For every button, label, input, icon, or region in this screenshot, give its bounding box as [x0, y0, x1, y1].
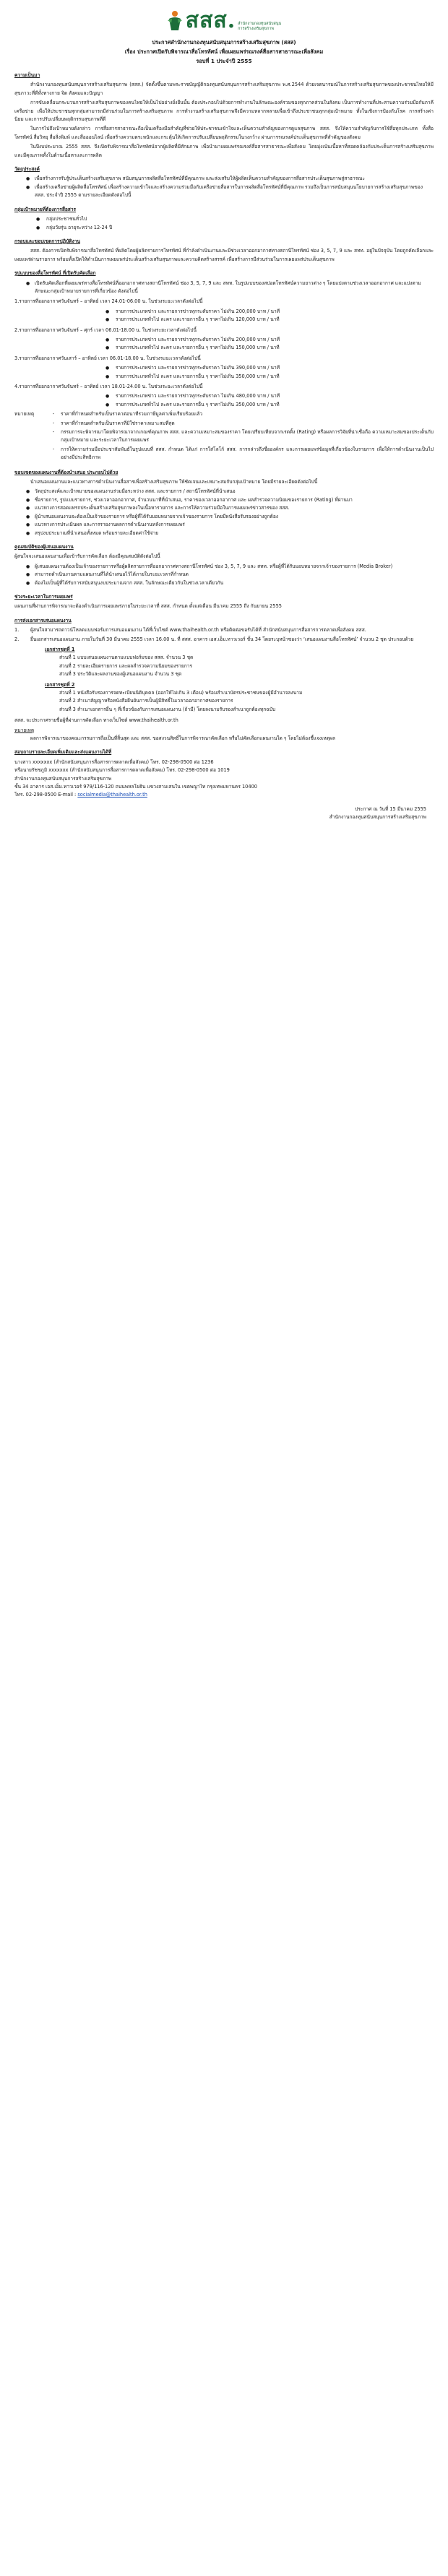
section-target: [14, 206, 434, 232]
list-item: ● เปิดรับคัดเลือกที่เผยแพร่ทางสื่อโทรทัศน์ที่ออกอากาศทางสถานีโทรทัศน์ ช่อง 3, 5, 7, 9 และ สทท. ในรูปแบบของสปอตโทรทัศน์ความยาวต่าง ๆ โดยแบ่งตามช่วงเวลาออกอากาศ และแบ่งตามลักษณะกลุ่มเป้าหมายรายการที่เกี่ยวข้อง ดังต่อไปนี้: [14, 280, 434, 296]
qualification-intro: ผู้สนใจจะเสนอแผนงานเพื่อเข้ารับการคัดเลือก ต้องมีคุณสมบัติดังต่อไปนี้: [14, 553, 160, 560]
section-objectives: [14, 165, 434, 200]
method-paragraph: สสส. ต้องการเปิดรับพิจารณาสื่อโทรทัศน์ ที่ผลิตโดยผู้ผลิตรายการโทรทัศน์ ที่กำลังดำเนินงานและมีช่วงเวลาออกอากาศทางสถานีโทรทัศน์ ช่อง 3, 5, 7, 9 และ สทท. อยู่ในปัจจุบัน โดยถูกคัดเลือกและเผยแพร่ผ่านรายการ พร้อมทั้งเปิดให้ดำเนินการเผยแพร่ประเด็นสร้างเสริมสุขภาพและความคิดสร้างสรรค์ เพื่อสร้างการมีส่วนร่วมในการเผยแพร่ประเด็นสุขภาพ: [14, 248, 434, 262]
signature-org: สำนักงานกองทุนสนับสนุนการสร้างเสริมสุขภาพ: [329, 814, 426, 821]
list-item: ● รายการประเภทข่าว และรายการข่าวทุกระดับราคา ไม่เกิน 390,000 บาท / นาที: [14, 364, 434, 372]
title-line-2: เรื่อง ประกาศเปิดรับพิจารณาสื่อโทรทัศน์ เพื่อเผยแพร่รณรงค์สื่อสารสาธารณะเพื่อสังคม: [124, 48, 324, 55]
format-group-3-list: [14, 364, 434, 381]
section-period: [14, 593, 434, 611]
logo-area: [14, 10, 434, 32]
list-item: - ราคาที่กำหนดสำหรับเป็นราคาต่อนาทีรวมภาษีมูลค่าเพิ่มเรียบร้อยแล้ว: [46, 410, 434, 418]
list-item: ● สามารถดำเนินงานตามแผนงานที่ได้นำเสนอไว้ได้ภายในระยะเวลาที่กำหนด: [14, 571, 434, 579]
dash-icon: -: [52, 411, 55, 418]
dash-icon: -: [52, 420, 55, 426]
dash-icon: -: [52, 429, 55, 436]
notes-block: [14, 410, 434, 462]
list-item: ● สรุปงบประมาณที่นำเสนอทั้งหมด พร้อมรายละเอียดค่าใช้จ่าย: [14, 530, 434, 537]
logo-subtitle: สำนักงานกองทุนสนับสนุน การสร้างเสริมสุขภาพ: [238, 22, 282, 31]
section-contact: [14, 748, 434, 799]
contact-line-5: โทร. 02-298-0500 E-mail : socialmedia@thaihealth.or.th: [14, 792, 147, 798]
format-group-2-title: 2.รายการที่ออกอากาศวันจันทร์ – ศุกร์ เวลา 06.01-18.00 น. ในช่วงระยะเวลาดังต่อไปนี้: [14, 327, 197, 333]
dash-icon: -: [52, 446, 55, 452]
scope-list: [14, 488, 434, 537]
doc-set-1-line: ส่วนที่ 2 รายละเอียดรายการ และผลสำรวจความนิยมของรายการ: [59, 662, 192, 669]
format-group-2-list: [14, 336, 434, 353]
notes-list: [46, 410, 434, 462]
list-item: - ราคาที่กำหนดสำหรับเป็นราคาที่มิใช่ราคาเหมาะสมที่สุด: [46, 420, 434, 428]
target-heading: กลุ่มเป้าหมายที่ต้องการสื่อสาร: [14, 206, 77, 212]
title-line-3: รอบที่ 1 ประจำปี 2555: [196, 58, 252, 64]
announce-text: สสส. จะประกาศรายชื่อผู้ที่ผ่านการคัดเลือก ทางเว็บไซต์ www.thaihealth.or.th: [14, 717, 178, 724]
section-background: [14, 72, 434, 160]
format-group-4-list: [14, 392, 434, 409]
list-item: ● รายการประเภทข่าว และรายการข่าวทุกระดับราคา ไม่เกิน 480,000 บาท / นาที: [14, 392, 434, 400]
list-item: ● รายการประเภททั่วไป ละคร และรายการอื่น ๆ ราคาไม่เกิน 150,000 บาท / นาที: [14, 344, 434, 352]
list-item: ● ชื่อรายการ, รูปแบบรายการ, ช่วงเวลาออกอากาศ, จำนวนนาทีที่นำเสนอ, ราคาของเวลาออกอากาศ และ ผลสำรวจความนิยมของรายการ (Rating) ที่ผ่านมา: [14, 496, 434, 504]
list-item: - การให้ความร่วมมือประชาสัมพันธ์ในรูปแบบที่ สสส. กำหนด ได้แก่ การใส่โลโก้ สสส. การกล่าวถึงชื่อองค์กร และการเผยแพร่ข้อมูลที่เกี่ยวข้องในรายการ เพื่อให้การดำเนินงานเป็นไปอย่างมีประสิทธิภาพ: [46, 446, 434, 462]
list-item: ● แนวทางการสอดแทรกประเด็นสร้างเสริมสุขภาพลงในเนื้อหารายการ และการให้ความร่วมมือในการเผยแพร่ข่าวสารของ สสส.: [14, 504, 434, 512]
formats-intro-list: [14, 280, 434, 296]
doc-set-1-line: ส่วนที่ 1 แบบเสนอแผนงานตามแบบฟอร์มของ สสส. จำนวน 3 ชุด: [59, 654, 194, 661]
signature-date: ประกาศ ณ วันที่ 15 มีนาคม 2555: [355, 805, 426, 812]
list-item: ● แนวทางการประเมินผล และการรายงานผลการดำเนินงานหลังการเผยแพร่: [14, 521, 434, 529]
list-item: ● รายการประเภททั่วไป ละคร และรายการอื่น ๆ ราคาไม่เกิน 350,000 บาท / นาที: [14, 401, 434, 409]
period-heading: ช่วงระยะเวลาในการเผยแพร่: [14, 593, 73, 600]
scope-intro: นำเสนอแผนงานและแนวทางการดำเนินงานสื่อสารเพื่อสร้างเสริมสุขภาพ ให้ชัดเจนและเหมาะสมกับกลุ่มเป้าหมาย โดยมีรายละเอียดดังต่อไปนี้: [30, 479, 318, 485]
list-item: ● รายการประเภททั่วไป ละคร และรายการอื่น ๆ ราคาไม่เกิน 120,000 บาท / นาที: [14, 316, 434, 324]
background-paragraph-1: สำนักงานกองทุนสนับสนุนการสร้างเสริมสุขภาพ (สสส.) จัดตั้งขึ้นตามพระราชบัญญัติกองทุนสนับสนุนการสร้างเสริมสุขภาพ พ.ศ.2544 ด้วยเจตนารมณ์ในการสร้างเสริมสุขภาพของประชาชนไทยให้มีสุขภาวะที่ดีทั้งทางกาย จิต สังคมและปัญญา: [14, 82, 434, 96]
background-paragraph-4: ในปีงบประมาณ 2555 สสส. จึงเปิดรับพิจารณาสื่อโทรทัศน์จากผู้ผลิตที่มีศักยภาพ เพื่อนำมาเผยแพร่รณรงค์สื่อสารสาธารณะเพื่อสังคม โดยมุ่งเน้นเนื้อหาที่สอดคล้องกับประเด็นการสร้างเสริมสุขภาพ และมีคุณภาพทั้งในด้านเนื้อหาและการผลิต: [14, 144, 434, 158]
list-item: ● กลุ่มวัยรุ่น อายุระหว่าง 12-24 ปี: [14, 224, 434, 232]
list-item: ● รายการประเภททั่วไป ละคร และรายการอื่น ๆ ราคาไม่เกิน 350,000 บาท / นาที: [14, 373, 434, 381]
scope-heading: ขอบเขตของแผนงานที่ต้องนำเสนอ ประกอบไปด้วย: [14, 469, 119, 475]
formats-heading: รูปแบบของสื่อโทรทัศน์ ที่เปิดรับคัดเลือก: [14, 270, 96, 277]
list-item: ● กลุ่มประชาชนทั่วไป: [14, 215, 434, 223]
contact-line-3: สำนักงานกองทุนสนับสนุนการสร้างเสริมสุขภาพ: [14, 775, 112, 782]
objectives-heading: วัตถุประสงค์: [14, 166, 40, 173]
list-item: ● รายการประเภทข่าว และรายการข่าวทุกระดับราคา ไม่เกิน 200,000 บาท / นาที: [14, 308, 434, 316]
doc-set-1-line: ส่วนที่ 3 ประวัติและผลงานของผู้เสนอแผนงาน จำนวน 3 ชุด: [59, 671, 182, 678]
doc-set-2-line: ส่วนที่ 1 หนังสือรับรองการจดทะเบียนนิติบุคคล (ออกให้ไม่เกิน 3 เดือน) พร้อมสำเนาบัตรประชาชนของผู้มีอำนาจลงนาม: [59, 690, 303, 696]
doc-set-2-title: เอกสารชุดที่ 2: [45, 681, 75, 688]
background-paragraph-2: การขับเคลื่อนกระบวนการสร้างเสริมสุขภาพของคนไทยให้เป็นไปอย่างยั่งยืนนั้น ต้องประกอบไปด้วยการทำงานในลักษณะองค์รวมของทุกภาคส่วนในสังคม เป็นการทำงานที่ประสานความร่วมมือกับภาคีเครือข่าย เพื่อให้ประชาชนทุกกลุ่มสามารถมีส่วนร่วมในการสร้างเสริมสุขภาพ การทำงานสร้างเสริมสุขภาพจึงมีความหลากหลายเพื่อเข้าถึงประชาชนทุกกลุ่มเป้าหมาย ทั้งในเชิงการป้องกันโรค การสร้างค่านิยม และการปรับเปลี่ยนพฤติกรรมสุขภาพที่ดี: [14, 100, 434, 123]
announcement-title: [14, 38, 434, 66]
submission-remark: ผลการพิจารณาของคณะกรรมการถือเป็นที่สิ้นสุด และ สสส. ขอสงวนสิทธิ์ในการพิจารณาคัดเลือก หรือไม่คัดเลือกแผนงานใด ๆ โดยไม่ต้องชี้แจงเหตุผล: [30, 735, 335, 742]
signature-block: [14, 805, 434, 822]
list-item: ● วัตถุประสงค์และเป้าหมายของแผนงานร่วมมือระหว่าง สสส. และรายการ / สถานีโทรทัศน์ที่นำเสนอ: [14, 488, 434, 496]
doc-set-1-title: เอกสารชุดที่ 1: [45, 646, 75, 652]
format-group-1-title: 1.รายการที่ออกอากาศวันจันทร์ – อาทิตย์ เวลา 24.01-06.00 น. ในช่วงระยะเวลาดังต่อไปนี้: [14, 298, 203, 305]
notes-label: หมายเหตุ: [14, 411, 35, 418]
section-method: [14, 238, 434, 264]
list-item: ● ต้องไม่เป็นผู้ที่ได้รับการสนับสนุนงบประมาณจาก สสส. ในลักษณะเดียวกันในช่วงเวลาเดียวกัน: [14, 579, 434, 587]
list-item: ● เพื่อสร้างเครือข่ายผู้ผลิตสื่อโทรทัศน์ เพื่อสร้างความเข้าใจและสร้างความร่วมมือกับเครือข่ายสื่อสารในการผลิตสื่อโทรทัศน์ที่มีคุณภาพ รวมถึงเป็นการสนับสนุนนโยบายการสร้างเสริมสุขภาพของ สสส. ประจำปี 2555 ตามรายละเอียดดังต่อไปนี้: [14, 183, 434, 200]
format-group-4-title: 4.รายการที่ออกอากาศวันจันทร์ – อาทิตย์ เวลา 18.01-24.00 น. ในช่วงระยะเวลาดังต่อไปนี้: [14, 384, 203, 389]
format-group-3-title: 3.รายการที่ออกอากาศวันเสาร์ – อาทิตย์ เวลา 06.01-18.00 น. ในช่วงระยะเวลาดังต่อไปนี้: [14, 355, 201, 361]
list-item: ● ผู้เสนอแผนงานต้องเป็นเจ้าของรายการหรือผู้ผลิตรายการที่ออกอากาศทางสถานีโทรทัศน์ ช่อง 3, 5, 7, 9 และ สทท. หรือผู้ที่ได้รับมอบหมายจากเจ้าของรายการ (Media Broker): [14, 563, 434, 571]
method-heading: กรอบและขอบเขตการปฏิบัติงาน: [14, 238, 80, 244]
contact-heading: สอบถามรายละเอียดเพิ่มเติมและส่งแผนงานได้ที่: [14, 749, 112, 756]
section-scope: [14, 469, 434, 537]
list-item: ● ผู้นำเสนอแผนงานจะต้องเป็นเจ้าของรายการ หรือผู้ที่ได้รับมอบหมายจากเจ้าของรายการ โดยมีหนังสือรับรองอย่างถูกต้อง: [14, 513, 434, 521]
section-submission: [14, 617, 434, 743]
logo-word: สสส.: [185, 8, 236, 33]
objectives-list: [14, 175, 434, 199]
format-group-1-list: [14, 308, 434, 324]
contact-line-2: หรือนายรัชชภูมิ xxxxxxx (สำนักสนับสนุนการสื่อสารการตลาดเพื่อสังคม) โทร. 02-298-0500 ต่อ 1019: [14, 767, 230, 774]
submission-remark-label: หมายเหตุ: [14, 727, 35, 733]
doc-set-2-line: ส่วนที่ 3 สำเนาเอกสารอื่น ๆ ที่เกี่ยวข้องกับการเสนอแผนงาน (ถ้ามี) โดยลงนามรับรองสำเนาถูกต้องทุกฉบับ: [59, 706, 276, 712]
contact-line-1: นางสาว xxxxxxx (สำนักสนับสนุนการสื่อสารการตลาดเพื่อสังคม) โทร. 02-298-0500 ต่อ 1236: [14, 758, 214, 765]
section-qualification: [14, 543, 434, 587]
list-item: ● รายการประเภทข่าว และรายการข่าวทุกระดับราคา ไม่เกิน 200,000 บาท / นาที: [14, 336, 434, 344]
contact-email-link[interactable]: socialmedia@thaihealth.or.th: [77, 792, 147, 798]
thaihealth-logo: [167, 10, 281, 32]
section-formats: [14, 269, 434, 409]
contact-line-4: ชั้น 34 อาคาร เอส.เอ็ม.ทาวเวอร์ 979/116-120 ถนนพหลโยธิน แขวงสามเสนใน เขตพญาไท กรุงเทพมหานคร 10400: [14, 784, 257, 790]
logo-figure-icon: [167, 10, 183, 32]
qualification-list: [14, 563, 434, 587]
background-paragraph-3: ในการไปถึงเป้าหมายดังกล่าว การสื่อสารสาธารณะถือเป็นเครื่องมือสำคัญที่ช่วยให้ประชาชนเข้าใจและเห็นความสำคัญของการดูแลสุขภาพ สสส. จึงให้ความสำคัญกับการใช้สื่อทุกประเภท ทั้งสื่อโทรทัศน์ สื่อวิทยุ สื่อสิ่งพิมพ์ และสื่อออนไลน์ เพื่อสร้างความตระหนักและกระตุ้นให้เกิดการปรับเปลี่ยนพฤติกรรมในวงกว้าง ผ่านการรณรงค์ประเด็นสุขภาพที่สำคัญของสังคม: [14, 126, 434, 140]
list-item: ● เพื่อสร้างการรับรู้ประเด็นสร้างเสริมสุขภาพ สนับสนุนการผลิตสื่อโทรทัศน์ที่มีคุณภาพ และส่งเสริมให้ผู้ผลิตเห็นความสำคัญของการสื่อสารประเด็นสุขภาพสู่สาธารณะ: [14, 175, 434, 183]
submission-step-2: 2. ยื่นเอกสารเสนอแผนงาน ภายในวันที่ 30 มีนาคม 2555 เวลา 16.00 น. ที่ สสส. อาคาร เอส.เอ็ม.ทาวเวอร์ ชั้น 34 โดยระบุหน้าซองว่า ‘เสนอแผนงานสื่อโทรทัศน์’ จำนวน 2 ชุด ประกอบด้วย: [14, 636, 414, 642]
background-heading: ความเป็นมา: [14, 72, 40, 78]
title-line-1: ประกาศสำนักงานกองทุนสนับสนุนการสร้างเสริมสุขภาพ (สสส): [152, 39, 296, 46]
period-text: แผนงานที่ผ่านการพิจารณาจะต้องดำเนินการเผยแพร่ภายในระยะเวลาที่ สสส. กำหนด ตั้งแต่เดือน มีนาคม 2555 ถึง กันยายน 2555: [14, 603, 282, 610]
list-item: - กรรมการจะพิจารณาโดยพิจารณาจากเกณฑ์คุณภาพ สสส. และความเหมาะสมของราคา โดยเปรียบเทียบจากเรตติ้ง (Rating) หรือผลการวิจัยที่น่าเชื่อถือ ความเหมาะสมของประเด็นกับกลุ่มเป้าหมาย และระยะเวลาในการเผยแพร่: [46, 428, 434, 445]
submission-step-1: 1. ผู้สนใจสามารถดาวน์โหลดแบบฟอร์มการเสนอแผนงาน ได้ที่เว็บไซต์ www.thaihealth.or.th หรือติดต่อขอรับได้ที่ สำนักสนับสนุนการสื่อสารการตลาดเพื่อสังคม สสส.: [14, 627, 366, 634]
target-list: [14, 215, 434, 232]
submission-heading: การส่งเอกสารเสนอแผนงาน: [14, 617, 72, 623]
doc-set-2-line: ส่วนที่ 2 สำเนาสัญญาหรือหนังสือยืนยันการเป็นผู้มีสิทธิ์ในเวลาออกอากาศของรายการ: [59, 698, 233, 704]
qualification-heading: คุณสมบัติของผู้เสนอแผนงาน: [14, 543, 74, 550]
